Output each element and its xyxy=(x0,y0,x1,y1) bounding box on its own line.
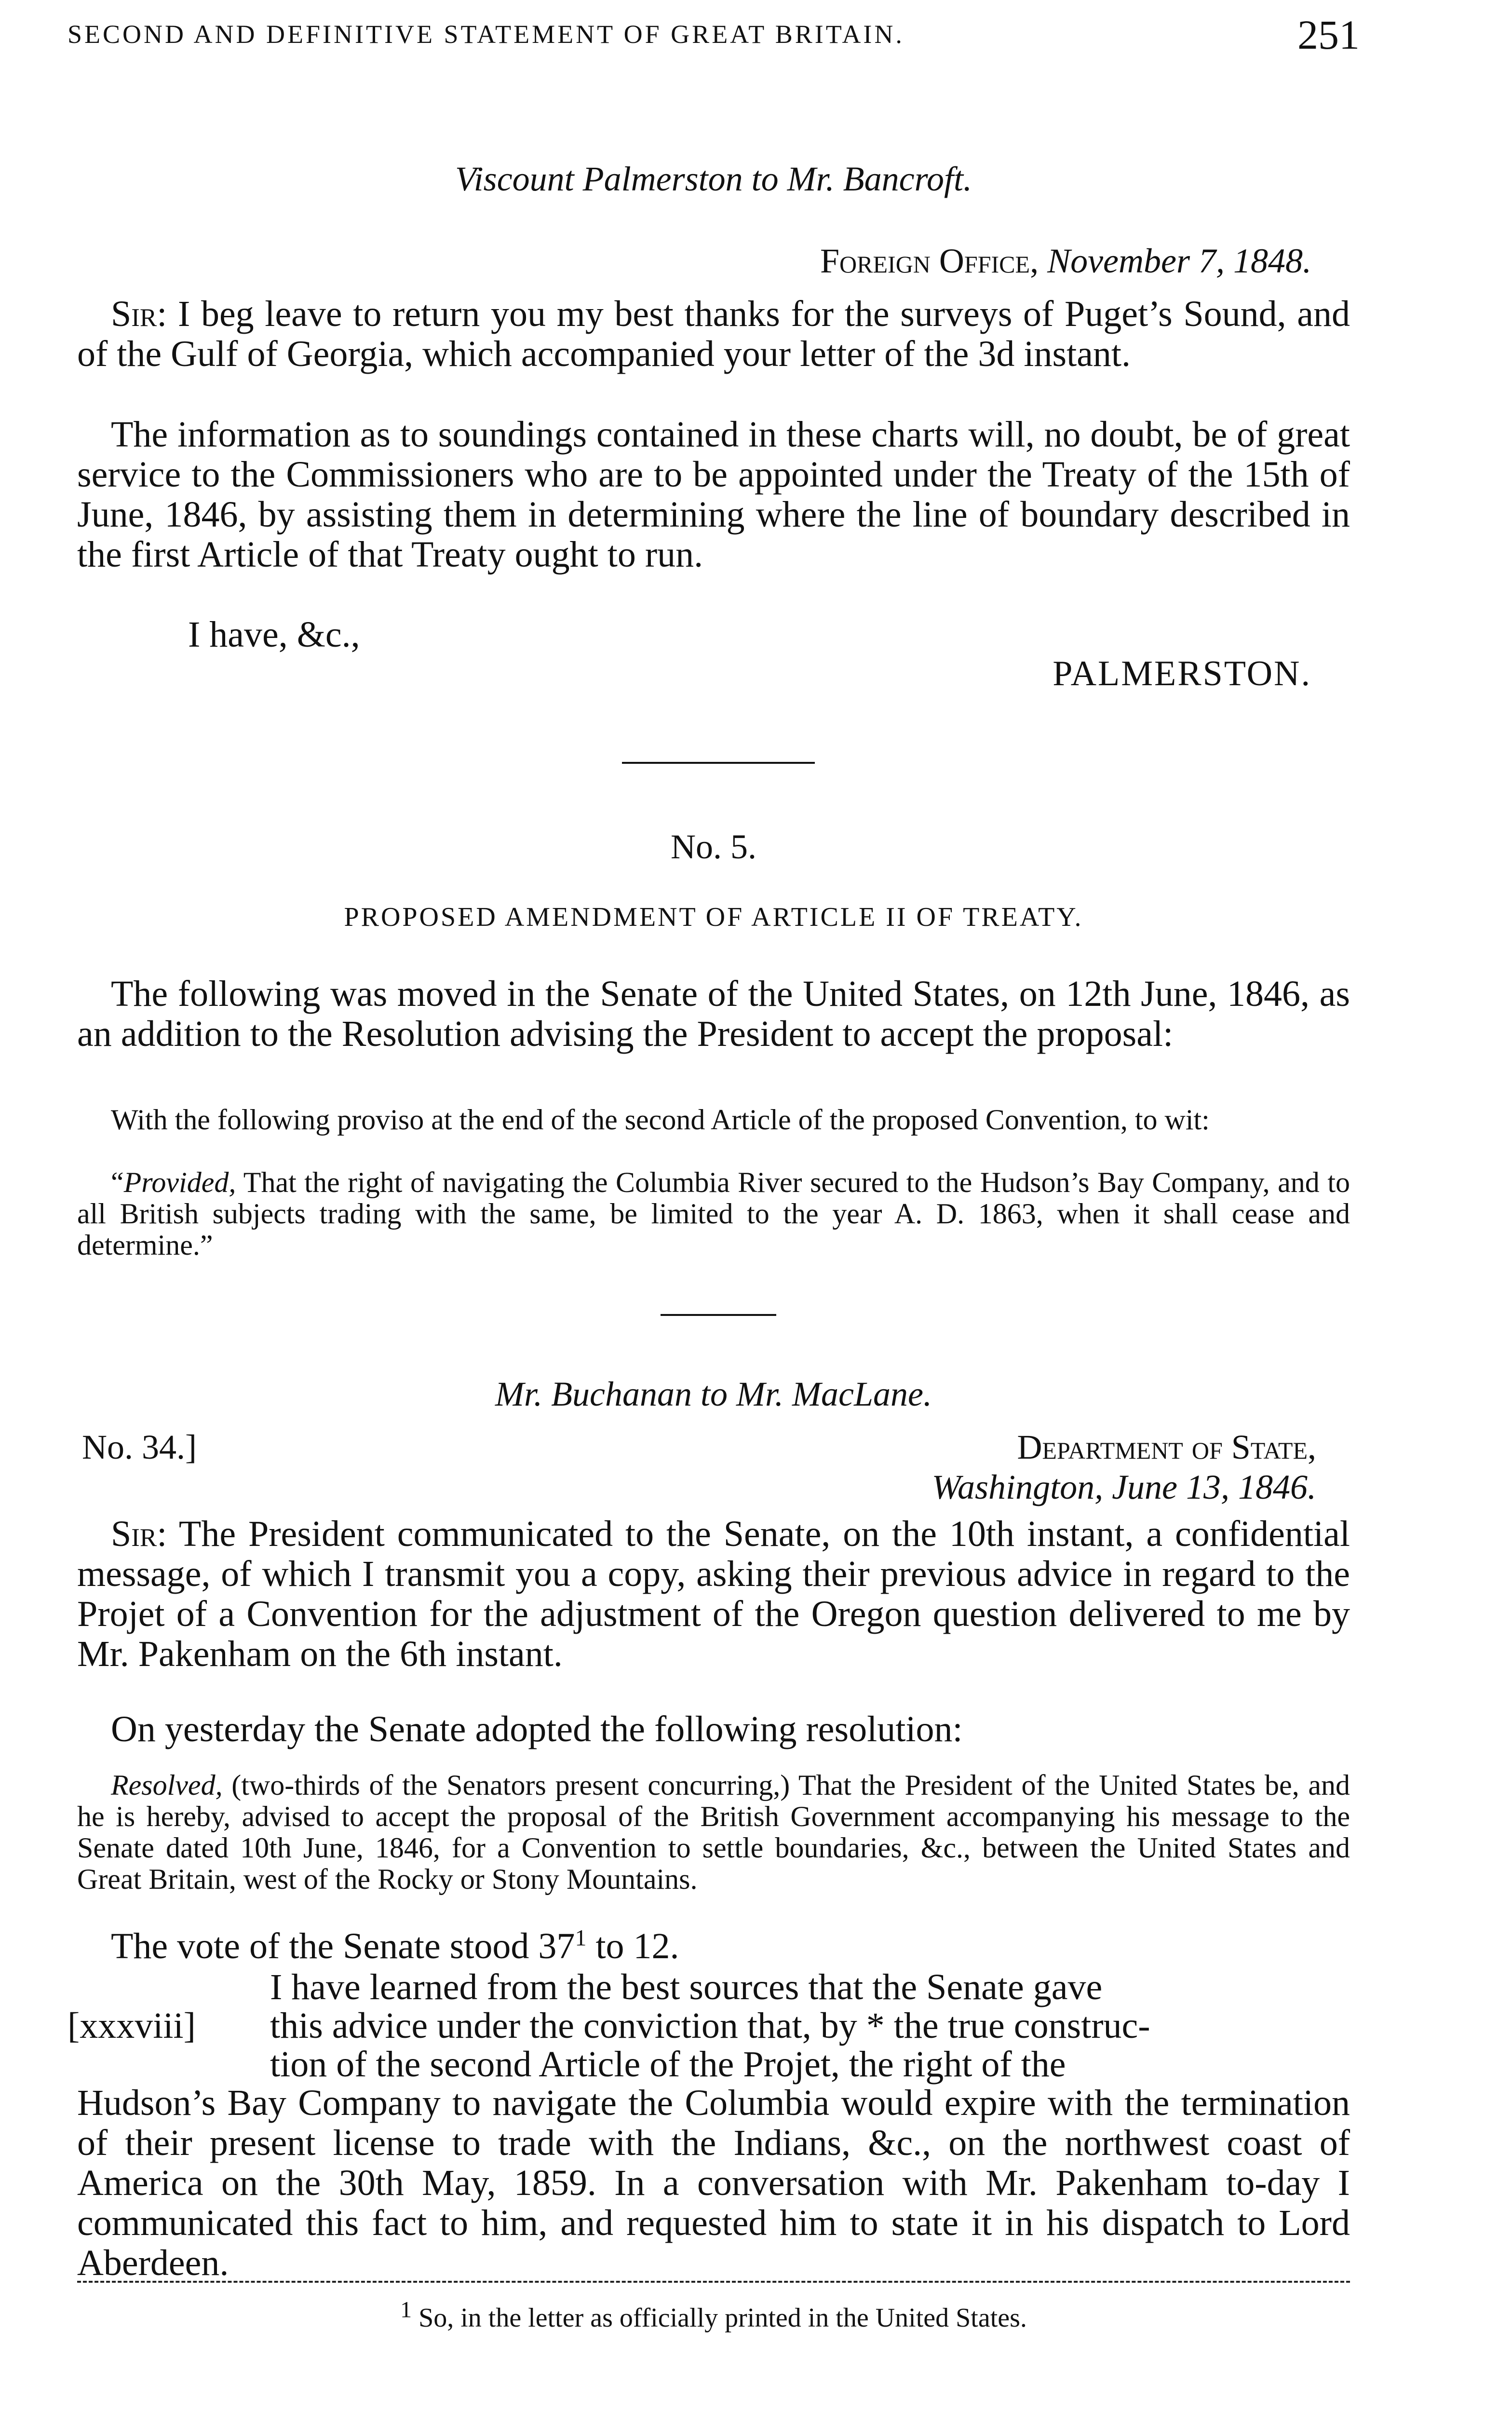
letter2-heading: Mr. Buchanan to Mr. MacLane. xyxy=(495,1375,932,1413)
letter2-dateline-line2 xyxy=(771,1467,1316,1507)
letter2-paragraph-2: On yesterday the Senate adopted the following resolution: xyxy=(111,1709,963,1749)
letter2-dateline xyxy=(771,1427,1316,1507)
section5-quote-open: “ xyxy=(111,1166,124,1198)
section5-provided-word: Provided, xyxy=(123,1166,236,1198)
section-divider-2 xyxy=(661,1314,776,1316)
vote-end: to 12. xyxy=(586,1926,679,1966)
letter2-p4-rest: Hudson’s Bay Company to navigate the Columbia would expire with the termination of their present license to trade with the Indians, &c., on the northwest coast of America on the 30th May, 1859. In a conversation with Mr. Pakenham to-day I communicated this fact to him, and requested him to state it in his dispatch to Lord Aberdeen. xyxy=(77,2083,1350,2283)
letter2-vote xyxy=(77,1926,1350,1966)
page-number: 251 xyxy=(1297,12,1360,58)
running-head xyxy=(68,12,1360,58)
letter2-resolution xyxy=(77,1770,1350,1895)
footnote-ref: 1 xyxy=(575,1925,587,1951)
letter2-p4-line2: this advice under the conviction that, by * the true construc- xyxy=(270,2005,1150,2046)
letter2-p4-line1: I have learned from the best sources that the Senate gave xyxy=(270,1967,1103,2007)
letter2-dateline-city: Washington, xyxy=(932,1468,1104,1506)
letter2-dateline-place: Department of State, xyxy=(1017,1428,1316,1466)
section5-number: No. 5. xyxy=(671,827,756,866)
letter1-paragraph-1 xyxy=(77,294,1350,374)
section5-quote-1: With the following proviso at the end of the second Article of the proposed Convention, to wit: xyxy=(111,1104,1210,1136)
letter1-heading: Viscount Palmerston to Mr. Bancroft. xyxy=(455,160,972,198)
letter2-p4-line3: tion of the second Article of the Projet, the right of the xyxy=(270,2044,1066,2085)
letter1-salutation: Sir xyxy=(111,294,157,334)
vote-text: The vote of the Senate stood 37 xyxy=(111,1926,575,1966)
letter2-dateline-date: June 13, 1846. xyxy=(1112,1468,1316,1506)
letter1-p1-text: : I beg leave to return you my best thanks for the surveys of Puget’s Sound, and of the Gulf of Georgia, which accompanied your letter of the 3d instant. xyxy=(77,294,1350,374)
section5-quote-2 xyxy=(77,1167,1350,1261)
letter1-dateline-month: November 7, 1848. xyxy=(1047,242,1311,280)
letter1-dateline-place: Foreign Office, xyxy=(820,242,1039,280)
section-divider xyxy=(622,762,815,764)
resolved-word: Resolved, xyxy=(111,1769,223,1801)
letter1-paragraph-2: The information as to soundings contained in these charts will, no doubt, be of great service to the Commissioners who are to be appointed under the Treaty of the 15th of June, 1846, by assisting them in determining where the line of boundary described in the first Article of that Treaty ought to run. xyxy=(77,414,1350,575)
letter1-signature: PALMERSTON. xyxy=(1053,654,1311,693)
footnote-mark: 1 xyxy=(400,2297,412,2323)
letter2-salutation: Sir xyxy=(111,1514,157,1554)
section5-paragraph: The following was moved in the Senate of the United States, on 12th June, 1846, as an addition to the Resolution advising the President to accept the proposal: xyxy=(77,974,1350,1054)
footnote-text: So, in the letter as officially printed in the United States. xyxy=(412,2303,1027,2333)
resolution-text: (two-thirds of the Senators present concurring,) That the President of the United States be, and he is hereby, advised to accept the proposal of the British Government accompanying his message to the Senate dated 10th June, 1846, for a Convention to settle boundaries, &c., between the United States and Great Britain, west of the Rocky or Stony Mountains. xyxy=(77,1769,1350,1895)
footnote-separator xyxy=(77,2281,1350,2283)
footnote xyxy=(77,2297,1350,2333)
running-head-title: SECOND AND DEFINITIVE STATEMENT OF GREAT BRITAIN. xyxy=(68,20,904,49)
section5-quote-2-text: That the right of navigating the Columbia River secured to the Hudson’s Bay Company, and to all British subjects trading with the same, be limited to the year A. D. 1863, when it shall cease and determine.” xyxy=(77,1166,1350,1261)
section5-title: PROPOSED AMENDMENT OF ARTICLE II OF TREATY. xyxy=(344,902,1083,932)
letter2-p1-text: : The President communicated to the Senate, on the 10th instant, a confidential message, of which I transmit you a copy, asking their previous advice in regard to the Projet of a Convention for the adjustment of the Oregon question delivered to me by Mr. Pakenham on the 6th instant. xyxy=(77,1514,1350,1674)
margin-reference: [xxxviii] xyxy=(68,2005,196,2046)
letter2-number: No. 34.] xyxy=(82,1428,197,1466)
letter2-paragraph-1 xyxy=(77,1514,1350,1674)
letter1-closing: I have, &c., xyxy=(188,614,360,655)
letter1-dateline xyxy=(77,241,1311,281)
